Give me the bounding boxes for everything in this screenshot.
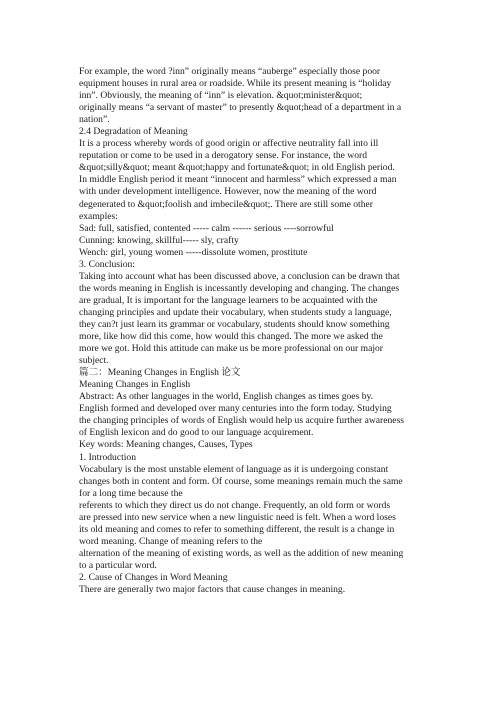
section-heading: 2. Cause of Changes in Word Meaning xyxy=(79,571,228,583)
text-line: more, like how did this come, how would this changed. The more we asked the xyxy=(79,331,383,343)
text-line: for a long time because the xyxy=(79,487,183,499)
text-line: It is a process whereby words of good origin or affective neutrality fall into ill xyxy=(79,138,379,150)
text-line: of English lexicon and do good to our language acquirement. xyxy=(79,427,314,439)
text-line: subject. xyxy=(79,355,109,367)
section-heading: 3. Conclusion: xyxy=(79,258,135,270)
text-line: Abstract: As other languages in the world, English changes as times goes by. xyxy=(79,391,374,403)
text-line: word meaning. Change of meaning refers to the xyxy=(79,535,263,547)
text-line: referents to which they direct us do not change. Frequently, an old form or words xyxy=(79,499,391,511)
document-body xyxy=(79,66,427,596)
text-line: examples: xyxy=(79,210,118,222)
keywords-line: Key words: Meaning changes, Causes, Types xyxy=(79,439,253,451)
text-line: more we got. Hold this attitude can make us be more professional on our major xyxy=(79,343,383,355)
text-line: they can?t just learn its grammar or vocabulary, students should know something xyxy=(79,318,390,330)
text-line: For example, the word ?inn” originally means “auberge” especially those poor xyxy=(79,66,381,77)
text-line: reputation or come to be used in a derogatory sense. For instance, the word xyxy=(79,150,367,162)
text-line: are pressed into new service when a new linguistic need is felt. When a word loses xyxy=(79,511,396,523)
text-line: alternation of the meaning of existing words, as well as the addition of new meaning xyxy=(79,547,404,559)
text-line: nation”. xyxy=(79,114,110,126)
text-line: to a particular word. xyxy=(79,559,157,571)
article-heading: 篇二：Meaning Changes in English 论文 xyxy=(79,367,241,379)
section-heading: 1. Introduction xyxy=(79,451,137,463)
text-line: with under development intelligence. However, now the meaning of the word xyxy=(79,186,377,198)
text-line: the words meaning in English is incessantly developing and changing. The changes xyxy=(79,282,400,294)
text-line: originally means “a servant of master” to presently &quot;head of a department in a xyxy=(79,102,402,114)
text-line: inn”. Obviously, the meaning of “inn” is elevation. &quot;minister&quot; xyxy=(79,90,363,102)
text-line: degenerated to &quot;foolish and imbecile&quot;. There are still some other xyxy=(79,198,373,210)
text-line: &quot;silly&quot; meant &quot;happy and fortunate&quot; in old English period. xyxy=(79,162,395,174)
text-line: the changing principles of words of English would help us acquire further awareness xyxy=(79,415,405,427)
text-line: its old meaning and comes to refer to something different, the result is a change in xyxy=(79,523,395,535)
section-heading: 2.4 Degradation of Meaning xyxy=(79,126,188,138)
text-line: In middle English period it meant “innocent and harmless” which expressed a man xyxy=(79,174,397,186)
text-line: Vocabulary is the most unstable element of language as it is undergoing constant xyxy=(79,463,389,475)
text-line: changing principles and update their vocabulary, when students study a language, xyxy=(79,306,392,318)
text-line: equipment houses in rural area or roadside. While its present meaning is “holiday xyxy=(79,78,392,90)
text-line: There are generally two major factors that cause changes in meaning. xyxy=(79,584,346,596)
example-line: Sad: full, satisfied, contented ----- calm ------ serious ----sorrowful xyxy=(79,222,334,234)
example-line: Wench: girl, young women -----dissolute women, prostitute xyxy=(79,246,308,258)
article-title: Meaning Changes in English xyxy=(79,379,191,391)
example-line: Cunning: knowing, skillful----- sly, crafty xyxy=(79,234,239,246)
text-line: English formed and developed over many centuries into the form today. Studying xyxy=(79,403,392,415)
text-line: Taking into account what has been discussed above, a conclusion can be drawn that xyxy=(79,270,400,282)
text-line: are gradual, It is important for the language learners to be acquainted with the xyxy=(79,294,378,306)
text-line: changes both in content and form. Of course, some meanings remain much the same xyxy=(79,475,403,487)
